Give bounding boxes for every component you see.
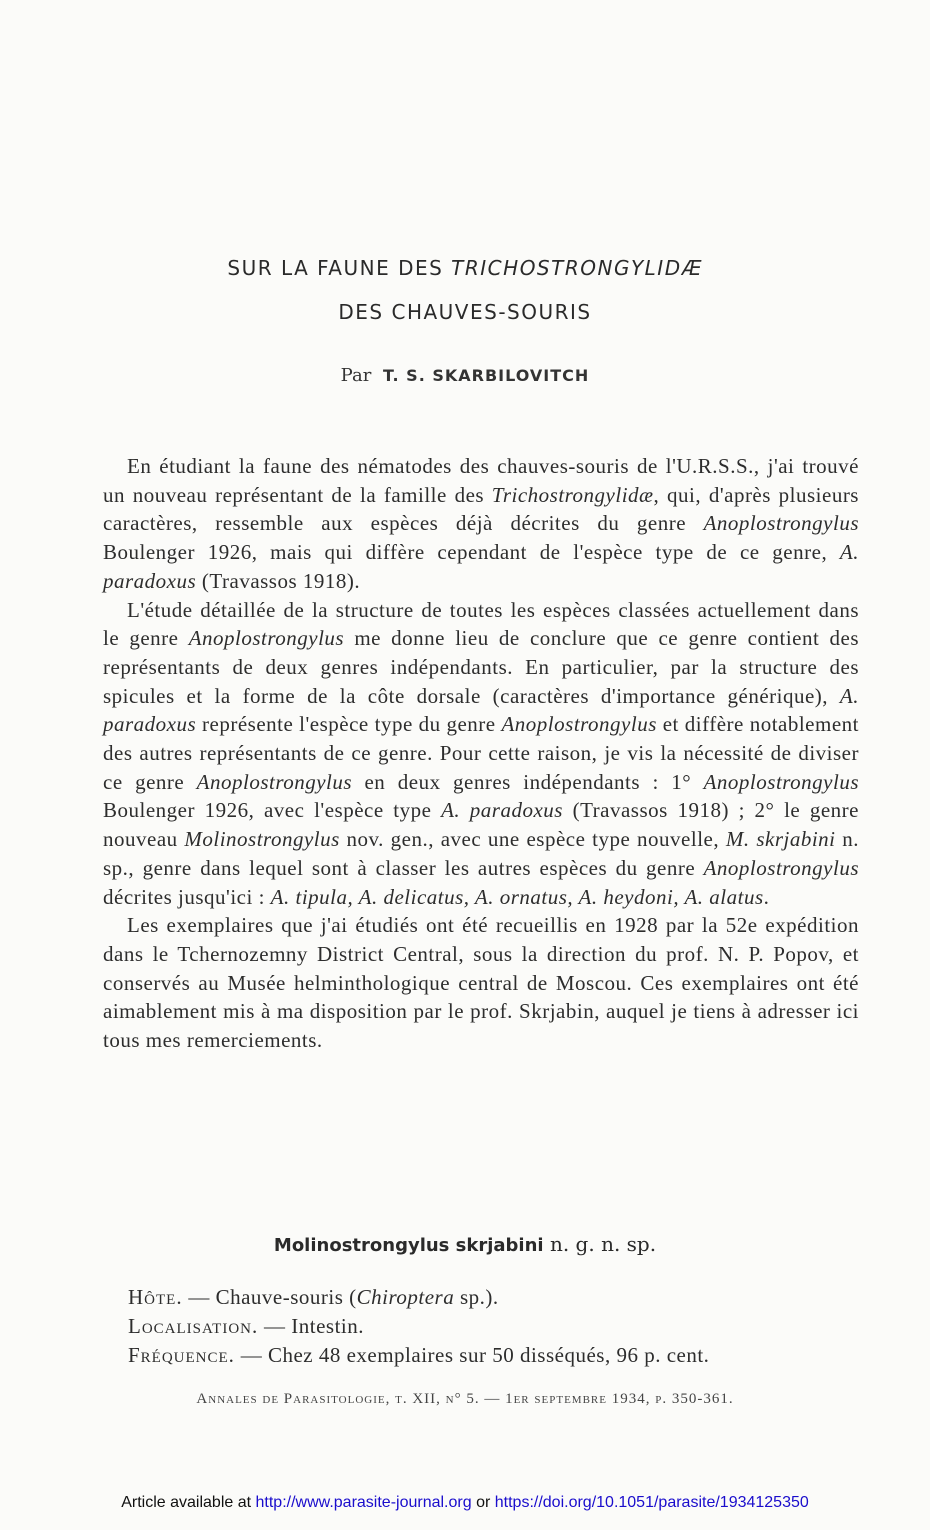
frequence-line: Fréquence. — Chez 48 exemplaires sur 50 disséqués, 96 p. cent.	[128, 1343, 710, 1367]
host-label: Hôte.	[128, 1285, 183, 1309]
footer-prefix: Article available at	[121, 1494, 256, 1511]
host-line: Hôte. — Chauve-souris (Chiroptera sp.).	[128, 1285, 499, 1309]
paragraph-1: En étudiant la faune des nématodes des chauves-souris de l'U.R.S.S., j'ai trouvé un nouveau représentant de la famille des Trichostrongylidæ, qui, d'après plusieurs caractères, ressemble aux espèces déjà décrites du genre Anoplostrongylus Boulenger 1926, mais qui diffère cependant de l'espèce type de ce genre, A. paradoxus (Travassos 1918).	[103, 454, 859, 593]
article-body	[103, 452, 859, 1055]
article-title-line-1	[0, 256, 930, 280]
title-family: TRICHOSTRONGYLIDÆ	[451, 256, 703, 280]
byline-par: Par	[340, 365, 372, 386]
author-name: T. S. SKARBILOVITCH	[383, 366, 590, 385]
frequence-label: Fréquence.	[128, 1343, 235, 1367]
paragraph-3: Les exemplaires que j'ai étudiés ont été recueillis en 1928 par la 52e expédition dans le Tchernozemny District Central, sous la direction du prof. N. P. Popov, et conservés au Musée helminthologique central de Moscou. Ces exemplaires ont été aimablement mis à ma disposition par le prof. Skrjabin, auquel je tiens à adresser ici tous mes remerciements.	[103, 913, 859, 1053]
species-name: Molinostrongylus skrjabini	[273, 1235, 544, 1256]
availability-footer	[0, 1494, 930, 1512]
journal-link[interactable]: http://www.parasite-journal.org	[255, 1494, 472, 1511]
paragraph-2: L'étude détaillée de la structure de toutes les espèces classées actuellement dans le genre Anoplostrongylus me donne lieu de conclure que ce genre contient des représentants de deux genres indépendants. En particulier, par la structure des spicules et la forme de la côte dorsale (caractères d'importance générique), A. paradoxus représente l'espèce type du genre Anoplostrongylus et diffère notablement des autres représentants de ce genre. Pour cette raison, je vis la nécessité de diviser ce genre Anoplostrongylus en deux genres indépendants : 1° Anoplostrongylus Boulenger 1926, avec l'espèce type A. paradoxus (Travassos 1918) ; 2° le genre nouveau Molinostrongylus nov. gen., avec une espèce type nouvelle, M. skrjabini n. sp., genre dans lequel sont à classer les autres espèces du genre Anoplostrongylus décrites jusqu'ici : A. tipula, A. delicatus, A. ornatus, A. heydoni, A. alatus.	[103, 597, 860, 909]
article-title-line-2: DES CHAUVES-SOURIS	[338, 300, 592, 324]
journal-citation: Annales de Parasitologie, t. XII, n° 5. — 1er septembre 1934, p. 350-361.	[196, 1391, 734, 1407]
species-heading	[0, 1232, 930, 1256]
doi-link[interactable]: https://doi.org/10.1051/parasite/1934125350	[494, 1494, 809, 1511]
footer-mid: or	[471, 1494, 495, 1511]
byline	[0, 365, 930, 386]
species-suffix: n. g. n. sp.	[543, 1232, 657, 1256]
title-prefix: SUR LA FAUNE DES	[227, 256, 452, 280]
localisation-label: Localisation.	[128, 1314, 259, 1338]
localisation-line: Localisation. — Intestin.	[128, 1314, 364, 1338]
